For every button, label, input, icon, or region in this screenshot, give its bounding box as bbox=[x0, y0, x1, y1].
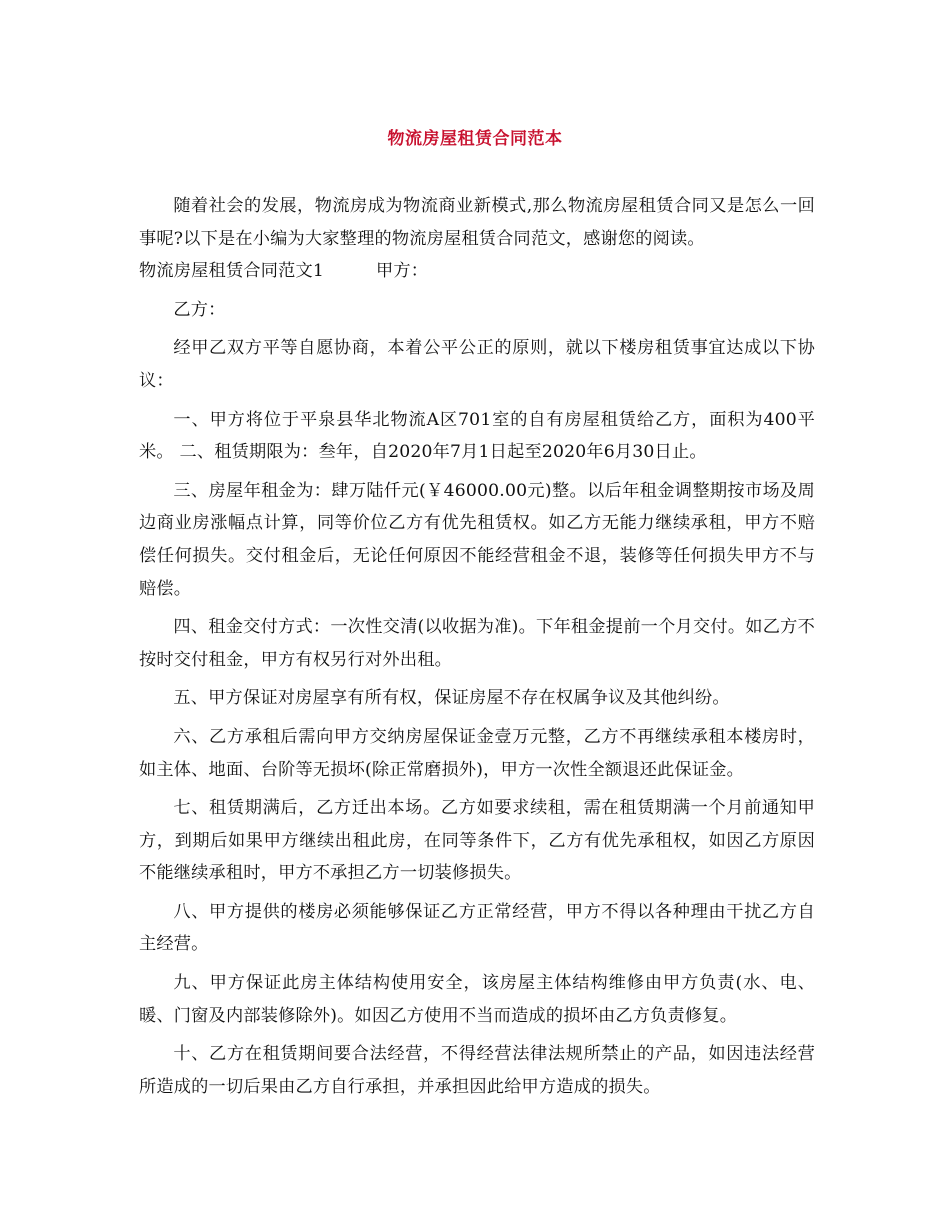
clause-7: 七、租赁期满后，乙方迁出本场。乙方如要求续租，需在租赁期满一个月前通知甲方，到期后如果甲方继续出租此房，在同等条件下，乙方有优先承租权，如因乙方原因不能继续承租时，甲方不承担乙方一切装修损失。 bbox=[139, 798, 815, 884]
clause-9: 九、甲方保证此房主体结构使用安全，该房屋主体结构维修由甲方负责(水、电、暖、门窗及内部装修除外)。如因乙方使用不当而造成的损坏由乙方负责修复。 bbox=[139, 973, 815, 1026]
party-b-label: 乙方： bbox=[173, 299, 226, 320]
clause-5: 五、甲方保证对房屋享有所有权，保证房屋不存在权属争议及其他纠纷。 bbox=[173, 688, 730, 709]
clause-1-2: 一、甲方将位于平泉县华北物流A区701室的自有房屋租赁给乙方，面积为400平米。 二、租赁期限为：叁年，自2020年7月1日起至2020年6月30日止。 bbox=[139, 409, 815, 463]
clause-3: 三、房屋年租金为：肆万陆仟元(￥46000.00元)整。以后年租金调整期按市场及周边商业房涨幅点计算，同等价位乙方有优先租赁权。如乙方无能力继续承租，甲方不赔偿任何损失。交付租金后，无论任何原因不能经营租金不退，装修等任何损失甲方不与赔偿。 bbox=[139, 480, 815, 599]
clause-6: 六、乙方承租后需向甲方交纳房屋保证金壹万元整，乙方不再继续承租本楼房时，如主体、地面、台阶等无损坏(除正常磨损外)，甲方一次性全额退还此保证金。 bbox=[139, 726, 815, 780]
clause-8: 八、甲方提供的楼房必须能够保证乙方正常经营，甲方不得以各种理由干扰乙方自主经营。 bbox=[139, 901, 815, 955]
party-a-label: 甲方： bbox=[376, 261, 429, 282]
sample-heading-line bbox=[139, 255, 815, 288]
sample-heading: 物流房屋租赁合同范文1 bbox=[139, 261, 325, 282]
preamble-paragraph: 经甲乙双方平等自愿协商，本着公平公正的原则，就以下楼房租赁事宜达成以下协议： bbox=[139, 338, 815, 391]
document-title: 物流房屋租赁合同范本 bbox=[387, 129, 563, 149]
clause-4: 四、租金交付方式：一次性交清(以收据为准)。下年租金提前一个月交付。如乙方不按时交付租金，甲方有权另行对外出租。 bbox=[139, 617, 815, 670]
intro-paragraph: 随着社会的发展，物流房成为物流商业新模式,那么物流房屋租赁合同又是怎么一回事呢?以下是在小编为大家整理的物流房屋租赁合同范文，感谢您的阅读。 bbox=[139, 196, 815, 249]
clause-10: 十、乙方在租赁期间要合法经营，不得经营法律法规所禁止的产品，如因违法经营所造成的一切后果由乙方自行承担，并承担因此给甲方造成的损失。 bbox=[139, 1044, 815, 1097]
document-body bbox=[139, 190, 815, 1109]
